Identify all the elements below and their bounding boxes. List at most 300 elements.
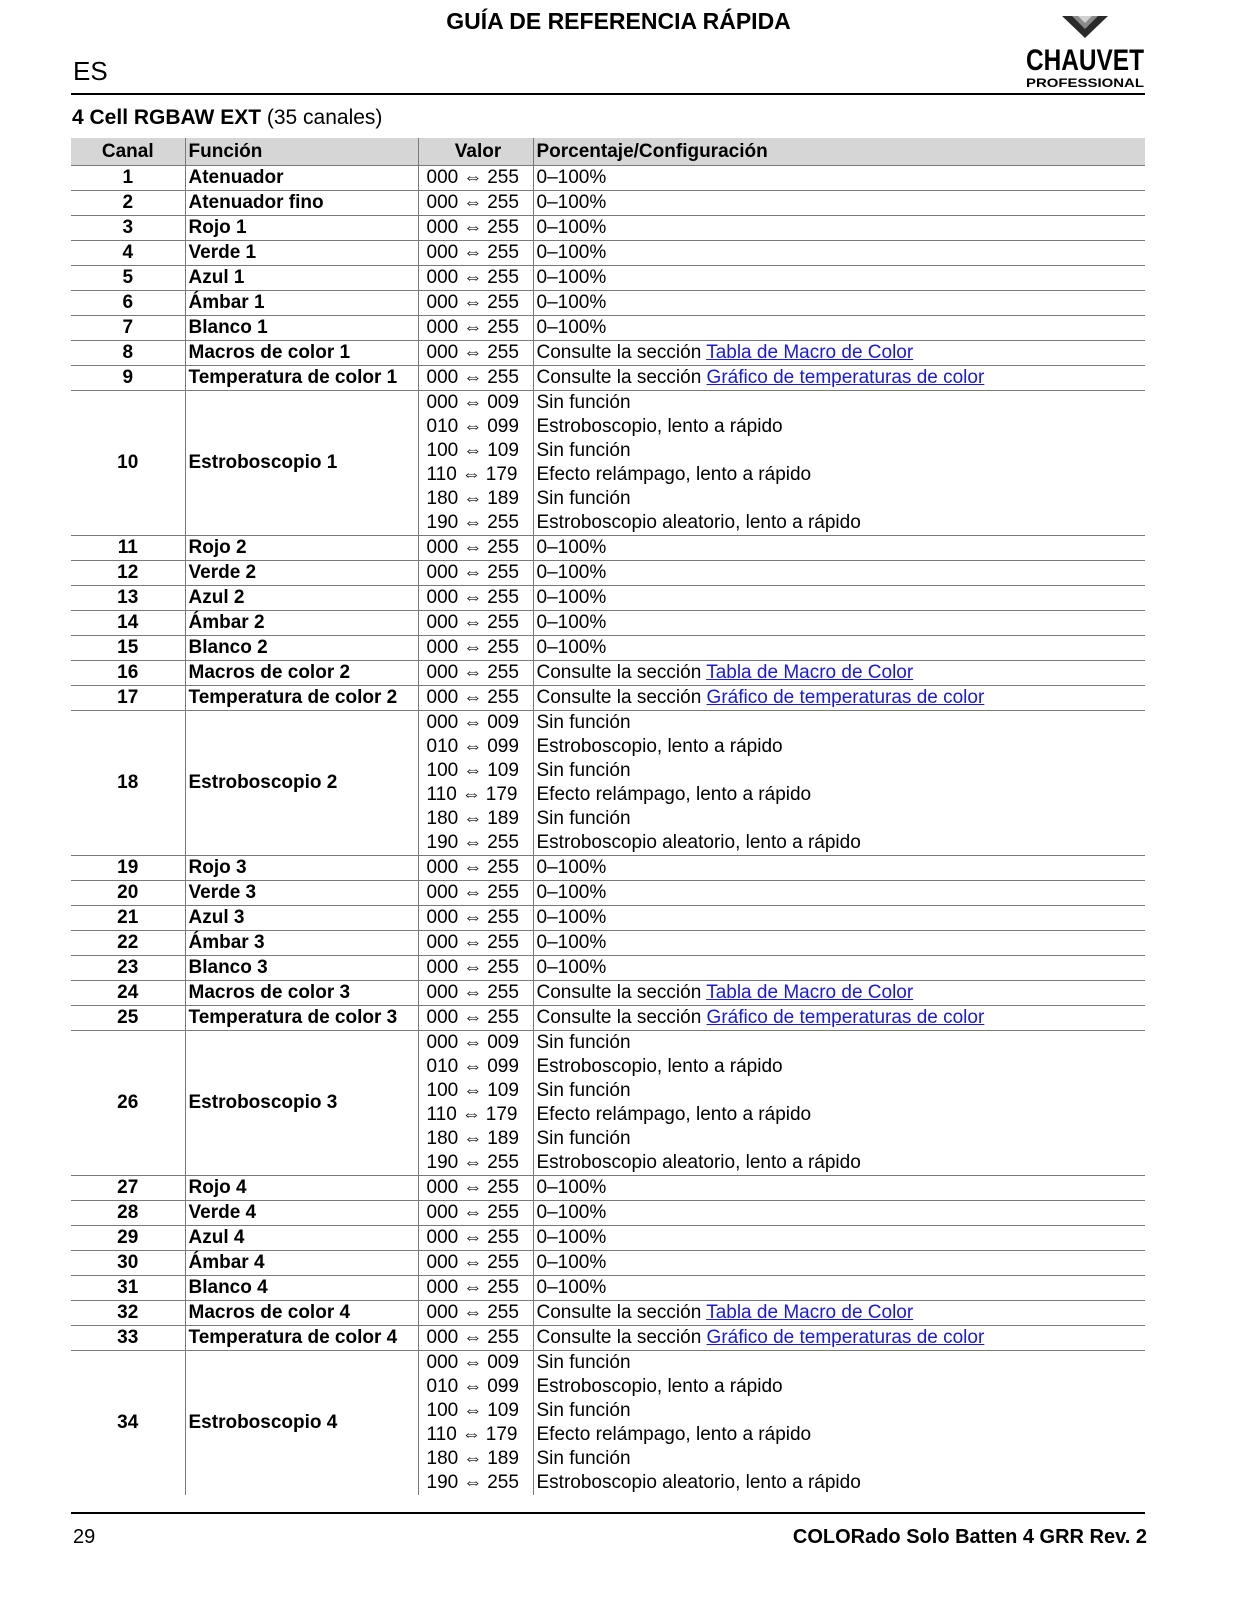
left-right-arrow-icon: ⇔ bbox=[463, 712, 483, 733]
left-right-arrow-icon: ⇔ bbox=[463, 1252, 483, 1273]
value-range bbox=[427, 1301, 530, 1325]
channel-number: 31 bbox=[71, 1276, 185, 1301]
value-range bbox=[427, 636, 530, 660]
setting-text: Consulte la sección bbox=[536, 1007, 707, 1028]
table-row bbox=[71, 191, 1145, 216]
channel-number: 8 bbox=[71, 341, 185, 366]
range-low: 000 bbox=[426, 537, 459, 558]
setting-text: Sin función bbox=[536, 808, 631, 829]
setting-text: Sin función bbox=[536, 440, 631, 461]
setting-line bbox=[537, 561, 1143, 585]
table-row bbox=[71, 586, 1145, 611]
table-row bbox=[71, 316, 1145, 341]
range-low: 000 bbox=[426, 907, 459, 928]
range-low: 190 bbox=[426, 1152, 459, 1173]
channel-number: 16 bbox=[71, 661, 185, 686]
range-high: 255 bbox=[487, 1177, 519, 1198]
setting-text: 0–100% bbox=[536, 612, 607, 633]
range-high: 255 bbox=[487, 612, 519, 633]
channel-number: 24 bbox=[71, 981, 185, 1006]
section-link[interactable]: Tabla de Macro de Color bbox=[706, 1302, 914, 1323]
setting-line bbox=[537, 487, 1143, 511]
range-low: 000 bbox=[426, 1177, 459, 1198]
table-row bbox=[71, 636, 1145, 661]
value-range bbox=[427, 1151, 530, 1175]
channel-function: Atenuador bbox=[185, 166, 418, 191]
setting-line bbox=[537, 366, 1143, 390]
channel-function: Macros de color 1 bbox=[185, 341, 418, 366]
setting-line bbox=[537, 166, 1143, 190]
table-row bbox=[71, 1201, 1145, 1226]
channel-function: Macros de color 4 bbox=[185, 1301, 418, 1326]
table-row bbox=[71, 1301, 1145, 1326]
channel-number: 5 bbox=[71, 266, 185, 291]
setting-text: 0–100% bbox=[536, 857, 607, 878]
channel-number: 27 bbox=[71, 1176, 185, 1201]
range-high: 255 bbox=[487, 1277, 519, 1298]
value-range bbox=[427, 1399, 530, 1423]
channel-number: 33 bbox=[71, 1326, 185, 1351]
value-range bbox=[427, 463, 530, 487]
channel-function: Ámbar 3 bbox=[185, 931, 418, 956]
channel-function: Rojo 3 bbox=[185, 856, 418, 881]
channel-number: 11 bbox=[71, 536, 185, 561]
table-row bbox=[71, 881, 1145, 906]
setting-text: 0–100% bbox=[536, 292, 607, 313]
section-link[interactable]: Gráfico de temperaturas de color bbox=[706, 1327, 985, 1348]
section-link[interactable]: Gráfico de temperaturas de color bbox=[706, 1007, 985, 1028]
table-row bbox=[71, 1031, 1145, 1176]
value-range bbox=[427, 956, 530, 980]
range-low: 000 bbox=[426, 712, 459, 733]
value-range bbox=[427, 439, 530, 463]
range-high: 255 bbox=[487, 512, 519, 533]
table-row bbox=[71, 931, 1145, 956]
range-low: 180 bbox=[426, 1128, 459, 1149]
setting-line bbox=[537, 956, 1143, 980]
section-link[interactable]: Tabla de Macro de Color bbox=[706, 662, 914, 683]
setting-cell bbox=[533, 1326, 1145, 1351]
range-high: 099 bbox=[487, 416, 519, 437]
value-cell bbox=[418, 391, 533, 536]
left-right-arrow-icon: ⇔ bbox=[463, 907, 483, 928]
channel-number: 1 bbox=[71, 166, 185, 191]
setting-line bbox=[537, 735, 1143, 759]
channel-function: Rojo 2 bbox=[185, 536, 418, 561]
section-link[interactable]: Gráfico de temperaturas de color bbox=[706, 367, 985, 388]
left-right-arrow-icon: ⇔ bbox=[463, 1007, 483, 1028]
value-range bbox=[427, 711, 530, 735]
range-high: 189 bbox=[487, 1448, 519, 1469]
left-right-arrow-icon: ⇔ bbox=[463, 1152, 483, 1173]
setting-text: Sin función bbox=[536, 760, 631, 781]
setting-text: Sin función bbox=[536, 1080, 631, 1101]
left-right-arrow-icon: ⇔ bbox=[463, 1327, 483, 1348]
channel-number: 14 bbox=[71, 611, 185, 636]
value-cell bbox=[418, 661, 533, 686]
range-high: 179 bbox=[485, 784, 518, 805]
range-high: 255 bbox=[487, 562, 519, 583]
setting-text: Sin función bbox=[536, 712, 631, 733]
setting-text: 0–100% bbox=[536, 267, 607, 288]
channel-function: Azul 2 bbox=[185, 586, 418, 611]
setting-text: 0–100% bbox=[536, 1202, 607, 1223]
range-high: 255 bbox=[487, 687, 519, 708]
value-range bbox=[427, 266, 530, 290]
channel-number: 34 bbox=[117, 1412, 139, 1433]
range-low: 000 bbox=[426, 217, 459, 238]
value-range bbox=[427, 366, 530, 390]
setting-cell bbox=[533, 341, 1145, 366]
range-low: 110 bbox=[426, 464, 457, 485]
setting-text: 0–100% bbox=[536, 192, 607, 213]
value-cell bbox=[418, 1251, 533, 1276]
setting-cell bbox=[533, 1006, 1145, 1031]
setting-text: Estroboscopio aleatorio, lento a rápido bbox=[536, 512, 861, 533]
value-range bbox=[427, 191, 530, 215]
range-high: 099 bbox=[487, 736, 519, 757]
range-high: 255 bbox=[487, 932, 519, 953]
channel-function: Blanco 3 bbox=[185, 956, 418, 981]
setting-line bbox=[537, 1351, 1143, 1375]
value-range bbox=[427, 536, 530, 560]
setting-cell bbox=[533, 166, 1145, 191]
logo-subtext: PROFESSIONAL bbox=[1026, 76, 1144, 90]
setting-cell bbox=[533, 291, 1145, 316]
value-range bbox=[427, 1055, 530, 1079]
left-right-arrow-icon: ⇔ bbox=[461, 784, 481, 805]
setting-line bbox=[537, 1276, 1143, 1300]
range-high: 255 bbox=[487, 832, 519, 853]
table-row bbox=[71, 1276, 1145, 1301]
section-link[interactable]: Tabla de Macro de Color bbox=[706, 342, 914, 363]
left-right-arrow-icon: ⇔ bbox=[463, 317, 483, 338]
range-low: 100 bbox=[426, 1400, 459, 1421]
range-low: 000 bbox=[426, 192, 459, 213]
left-right-arrow-icon: ⇔ bbox=[463, 587, 483, 608]
setting-text: Efecto relámpago, lento a rápido bbox=[536, 784, 812, 805]
setting-text: 0–100% bbox=[536, 907, 607, 928]
channel-number: 17 bbox=[71, 686, 185, 711]
setting-line bbox=[537, 981, 1143, 1005]
setting-line bbox=[537, 881, 1143, 905]
range-low: 000 bbox=[426, 982, 459, 1003]
page-title: GUÍA DE REFERENCIA RÁPIDA bbox=[446, 8, 791, 34]
value-range bbox=[427, 1471, 530, 1495]
range-high: 109 bbox=[487, 440, 519, 461]
channel-number: 21 bbox=[71, 906, 185, 931]
table-row bbox=[71, 561, 1145, 586]
logo-text: CHAUVET bbox=[1026, 44, 1144, 77]
setting-line bbox=[537, 783, 1143, 807]
value-range bbox=[427, 1079, 530, 1103]
channel-function: Estroboscopio 4 bbox=[185, 1351, 418, 1496]
header-funcion: Función bbox=[185, 138, 418, 166]
value-cell bbox=[418, 611, 533, 636]
range-high: 179 bbox=[485, 1424, 518, 1445]
value-cell bbox=[418, 586, 533, 611]
value-range bbox=[427, 1326, 530, 1350]
setting-line bbox=[537, 415, 1143, 439]
setting-cell bbox=[533, 881, 1145, 906]
value-range bbox=[427, 881, 530, 905]
channel-number: 32 bbox=[71, 1301, 185, 1326]
value-range bbox=[427, 1176, 530, 1200]
table-body bbox=[71, 166, 1145, 1496]
setting-line bbox=[537, 1447, 1143, 1471]
value-range bbox=[427, 1251, 530, 1275]
range-low: 000 bbox=[426, 1302, 459, 1323]
setting-cell bbox=[533, 366, 1145, 391]
setting-text: Sin función bbox=[536, 488, 631, 509]
channel-function: Verde 3 bbox=[185, 881, 418, 906]
setting-line bbox=[537, 1055, 1143, 1079]
range-low: 000 bbox=[426, 1327, 459, 1348]
channel-number: 19 bbox=[71, 856, 185, 881]
table-row bbox=[71, 216, 1145, 241]
channel-function: Blanco 2 bbox=[185, 636, 418, 661]
table-row bbox=[71, 611, 1145, 636]
value-cell bbox=[418, 686, 533, 711]
setting-cell bbox=[533, 611, 1145, 636]
value-range bbox=[427, 611, 530, 635]
table-row bbox=[71, 166, 1145, 191]
left-right-arrow-icon: ⇔ bbox=[461, 1424, 481, 1445]
setting-text: Consulte la sección bbox=[536, 982, 707, 1003]
value-cell bbox=[418, 216, 533, 241]
setting-cell bbox=[533, 1251, 1145, 1276]
setting-text: Estroboscopio aleatorio, lento a rápido bbox=[536, 832, 861, 853]
range-low: 190 bbox=[426, 512, 459, 533]
setting-line bbox=[537, 1375, 1143, 1399]
setting-text: Efecto relámpago, lento a rápido bbox=[536, 1424, 812, 1445]
range-high: 255 bbox=[487, 342, 519, 363]
setting-text: Consulte la sección bbox=[536, 1327, 707, 1348]
range-low: 000 bbox=[426, 1202, 459, 1223]
setting-text: Consulte la sección bbox=[536, 1302, 707, 1323]
range-low: 000 bbox=[426, 1277, 459, 1298]
setting-text: 0–100% bbox=[536, 1227, 607, 1248]
range-high: 255 bbox=[487, 1252, 519, 1273]
setting-cell bbox=[533, 711, 1145, 856]
range-high: 255 bbox=[487, 1152, 519, 1173]
setting-line bbox=[537, 636, 1143, 660]
range-high: 255 bbox=[487, 1202, 519, 1223]
value-range bbox=[427, 1006, 530, 1030]
setting-line bbox=[537, 807, 1143, 831]
value-cell bbox=[418, 931, 533, 956]
value-cell bbox=[418, 1176, 533, 1201]
channel-function: Verde 4 bbox=[185, 1201, 418, 1226]
setting-text: Estroboscopio aleatorio, lento a rápido bbox=[536, 1152, 861, 1173]
range-high: 255 bbox=[487, 167, 519, 188]
left-right-arrow-icon: ⇔ bbox=[463, 1400, 483, 1421]
value-cell bbox=[418, 981, 533, 1006]
range-high: 255 bbox=[487, 267, 519, 288]
channel-function: Ámbar 2 bbox=[185, 611, 418, 636]
value-cell bbox=[418, 536, 533, 561]
value-range bbox=[427, 487, 530, 511]
setting-text: 0–100% bbox=[536, 1277, 607, 1298]
setting-line bbox=[537, 1399, 1143, 1423]
range-high: 255 bbox=[487, 982, 519, 1003]
value-range bbox=[427, 906, 530, 930]
value-cell bbox=[418, 341, 533, 366]
range-high: 255 bbox=[487, 1302, 519, 1323]
left-right-arrow-icon: ⇔ bbox=[463, 267, 483, 288]
setting-line bbox=[537, 241, 1143, 265]
setting-line bbox=[537, 1326, 1143, 1350]
range-high: 255 bbox=[487, 1007, 519, 1028]
range-low: 110 bbox=[426, 1104, 457, 1125]
setting-cell bbox=[533, 686, 1145, 711]
channel-number: 15 bbox=[71, 636, 185, 661]
left-right-arrow-icon: ⇔ bbox=[463, 342, 483, 363]
setting-text: 0–100% bbox=[536, 587, 607, 608]
setting-cell bbox=[533, 1276, 1145, 1301]
range-high: 255 bbox=[487, 857, 519, 878]
range-low: 000 bbox=[426, 267, 459, 288]
range-low: 000 bbox=[426, 957, 459, 978]
setting-text: Estroboscopio, lento a rápido bbox=[536, 1376, 783, 1397]
channel-function: Ámbar 1 bbox=[185, 291, 418, 316]
left-right-arrow-icon: ⇔ bbox=[463, 957, 483, 978]
setting-cell bbox=[533, 316, 1145, 341]
left-right-arrow-icon: ⇔ bbox=[463, 416, 483, 437]
channel-number: 18 bbox=[71, 711, 185, 856]
value-range bbox=[427, 341, 530, 365]
setting-cell bbox=[533, 1176, 1145, 1201]
value-range bbox=[427, 1276, 530, 1300]
setting-line bbox=[537, 463, 1143, 487]
setting-line bbox=[537, 686, 1143, 710]
range-high: 109 bbox=[487, 1080, 519, 1101]
left-right-arrow-icon: ⇔ bbox=[463, 1302, 483, 1323]
left-right-arrow-icon: ⇔ bbox=[463, 367, 483, 388]
value-range bbox=[427, 931, 530, 955]
left-right-arrow-icon: ⇔ bbox=[463, 1128, 483, 1149]
range-high: 009 bbox=[487, 1352, 519, 1373]
channel-function: Estroboscopio 3 bbox=[185, 1031, 418, 1176]
channel-number: 13 bbox=[71, 586, 185, 611]
range-high: 109 bbox=[487, 1400, 519, 1421]
value-range bbox=[427, 661, 530, 685]
setting-line bbox=[537, 1079, 1143, 1103]
value-cell bbox=[418, 561, 533, 586]
setting-text: 0–100% bbox=[536, 882, 607, 903]
range-high: 255 bbox=[487, 537, 519, 558]
range-low: 000 bbox=[426, 687, 459, 708]
value-range bbox=[427, 735, 530, 759]
value-range bbox=[427, 166, 530, 190]
range-high: 255 bbox=[487, 587, 519, 608]
setting-line bbox=[537, 1006, 1143, 1030]
left-right-arrow-icon: ⇔ bbox=[463, 882, 483, 903]
setting-cell bbox=[533, 1226, 1145, 1251]
range-high: 255 bbox=[487, 1227, 519, 1248]
setting-cell bbox=[533, 391, 1145, 536]
setting-line bbox=[537, 831, 1143, 855]
section-link[interactable]: Tabla de Macro de Color bbox=[706, 982, 914, 1003]
setting-line bbox=[537, 291, 1143, 315]
setting-cell bbox=[533, 1031, 1145, 1176]
setting-text: Estroboscopio, lento a rápido bbox=[536, 416, 783, 437]
value-range bbox=[427, 391, 530, 415]
channel-number: 6 bbox=[71, 291, 185, 316]
range-low: 000 bbox=[426, 1252, 459, 1273]
range-low: 000 bbox=[426, 367, 459, 388]
value-cell bbox=[418, 266, 533, 291]
table-row bbox=[71, 711, 1145, 856]
range-low: 000 bbox=[426, 932, 459, 953]
setting-cell bbox=[533, 981, 1145, 1006]
channel-function: Macros de color 2 bbox=[185, 661, 418, 686]
setting-line bbox=[537, 1251, 1143, 1275]
setting-line bbox=[537, 1471, 1143, 1495]
value-cell bbox=[418, 1351, 533, 1496]
setting-text: Estroboscopio, lento a rápido bbox=[536, 736, 783, 757]
setting-line bbox=[537, 1176, 1143, 1200]
range-low: 000 bbox=[426, 1032, 459, 1053]
left-right-arrow-icon: ⇔ bbox=[463, 736, 483, 757]
setting-line bbox=[537, 1127, 1143, 1151]
setting-line bbox=[537, 1103, 1143, 1127]
table-row bbox=[71, 1176, 1145, 1201]
setting-cell bbox=[533, 636, 1145, 661]
left-right-arrow-icon: ⇔ bbox=[463, 982, 483, 1003]
range-low: 000 bbox=[426, 882, 459, 903]
channel-number: 22 bbox=[71, 931, 185, 956]
value-range bbox=[427, 856, 530, 880]
value-range bbox=[427, 511, 530, 535]
setting-line bbox=[537, 711, 1143, 735]
channel-function: Estroboscopio 2 bbox=[185, 711, 418, 856]
table-row bbox=[71, 536, 1145, 561]
setting-cell bbox=[533, 1201, 1145, 1226]
header-divider bbox=[71, 93, 1145, 95]
table-row bbox=[71, 1226, 1145, 1251]
range-high: 255 bbox=[487, 882, 519, 903]
table-row bbox=[71, 686, 1145, 711]
channel-number: 9 bbox=[71, 366, 185, 391]
left-right-arrow-icon: ⇔ bbox=[463, 1227, 483, 1248]
table-header-row bbox=[71, 138, 1145, 166]
left-right-arrow-icon: ⇔ bbox=[463, 217, 483, 238]
table-row bbox=[71, 981, 1145, 1006]
value-range bbox=[427, 981, 530, 1005]
channel-number: 28 bbox=[71, 1201, 185, 1226]
range-low: 000 bbox=[426, 857, 459, 878]
range-low: 000 bbox=[426, 242, 459, 263]
left-right-arrow-icon: ⇔ bbox=[463, 537, 483, 558]
value-cell bbox=[418, 1006, 533, 1031]
setting-line bbox=[537, 341, 1143, 365]
header-porcentaje: Porcentaje/Configuración bbox=[533, 138, 1145, 166]
channel-function: Blanco 1 bbox=[185, 316, 418, 341]
setting-line bbox=[537, 611, 1143, 635]
channel-function: Verde 2 bbox=[185, 561, 418, 586]
range-high: 255 bbox=[487, 662, 519, 683]
value-cell bbox=[418, 166, 533, 191]
range-high: 255 bbox=[487, 242, 519, 263]
setting-cell bbox=[533, 931, 1145, 956]
setting-text: 0–100% bbox=[536, 957, 607, 978]
channel-function: Ámbar 4 bbox=[185, 1251, 418, 1276]
section-link[interactable]: Gráfico de temperaturas de color bbox=[706, 687, 985, 708]
setting-text: Sin función bbox=[536, 1400, 631, 1421]
channel-function: Atenuador fino bbox=[185, 191, 418, 216]
value-range bbox=[427, 686, 530, 710]
